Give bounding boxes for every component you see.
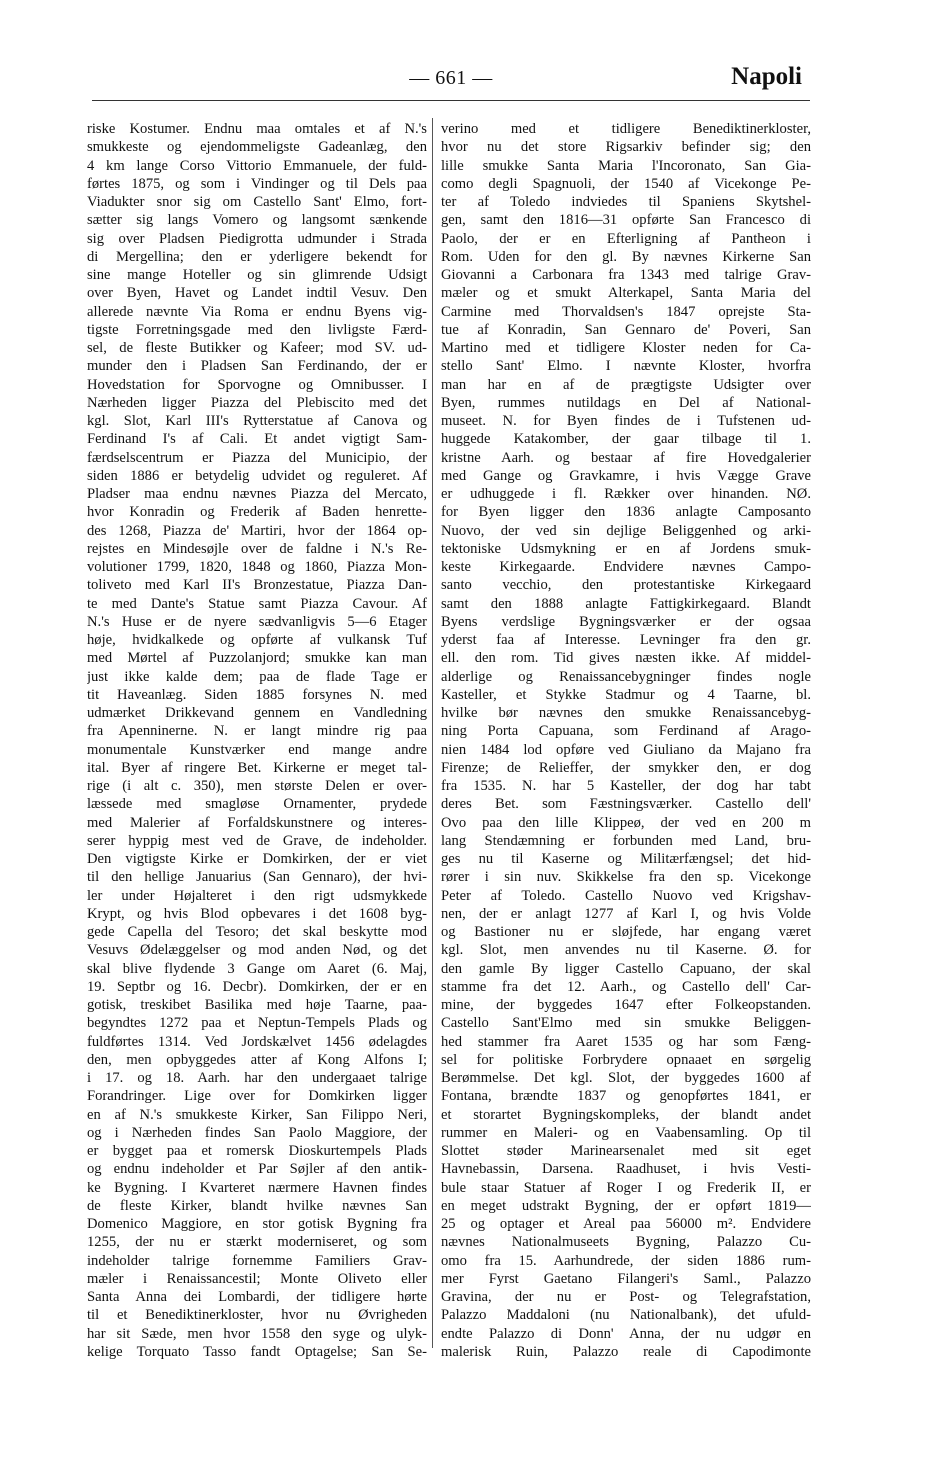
- text-line: Giovanni a Carbonara fra 1343 med talrige Grav-: [441, 267, 811, 283]
- text-line: de fleste Kirker, blandt hvilke nævnes San: [87, 1197, 427, 1214]
- text-line: og endnu indeholder et Par Søjler af den antik-: [87, 1161, 427, 1178]
- text-line: 4 km lange Corso Vittorio Emmanuele, der fuld-: [87, 157, 427, 174]
- text-line: Forandringer. Lige over for Domkirken ligger: [87, 1088, 427, 1105]
- text-line: gede Capella del Tesoro; det skal beskytte mod: [87, 924, 427, 940]
- text-line: stamme fra det 12. Aarh., og Castello dell' Car-: [441, 978, 811, 995]
- text-line: Nærheden ligger Piazza del Plebiscito med det: [87, 394, 427, 411]
- text-line: mer Fyrst Gaetano Filangeri's Saml., Palazzo: [441, 1270, 811, 1287]
- text-line: 25 og optager et Areal paa 56000 m². Endvidere: [441, 1216, 811, 1232]
- text-line: tue af Konradin, San Gennaro de' Poveri, San: [441, 321, 811, 338]
- text-line: volutioner 1799, 1820, 1848 og 1860, Piazza Mon-: [87, 559, 427, 575]
- text-line: munder den i Pladsen San Ferdinando, der er: [87, 358, 427, 375]
- text-line: just ikke kalde dem; paa de flade Tage er: [87, 668, 427, 685]
- text-line: kelige Torquato Tasso fandt Optagelse; San Se-: [87, 1343, 427, 1360]
- text-line: stello Sant' Elmo. I nævnte Kloster, hvorfra: [441, 358, 811, 375]
- text-line: skal blive flydende 3 Gange om Aaret (6. Maj,: [87, 960, 427, 977]
- text-line: er udhuggede i fl. Rækker over hinanden. NØ.: [441, 486, 811, 502]
- text-line: Carmine med Thorvaldsen's 1847 oprejste Sta-: [441, 303, 811, 320]
- text-line: allerede nævnte Via Roma er endnu Byens vig-: [87, 303, 427, 320]
- text-line: Den vigtigste Kirke er Domkirken, der er viet: [87, 851, 427, 867]
- text-line: serer hyppig mest ved de Grave, de indeholder.: [87, 832, 427, 849]
- text-line: kgl. Slot, Karl III's Rytterstatue af Canova og: [87, 413, 427, 429]
- text-line: indeholder talrige fornemme Familiers Grav-: [87, 1252, 427, 1269]
- text-line: riske Kostumer. Endnu maa omtales et af N.'s: [87, 121, 427, 137]
- text-line: begyndtes 1272 paa et Neptun-Tempels Plads og: [87, 1015, 427, 1032]
- text-line: Castello Sant'Elmo med sin smukke Beliggen-: [441, 1015, 811, 1032]
- text-line: ke Bygning. I Kvarteret nærmere Havnen findes: [87, 1179, 427, 1196]
- text-line: med Gange og Gravkamre, i hvis Vægge Grave: [441, 467, 811, 484]
- text-line: sel, de fleste Butikker og Kafeer; mod SV. ud-: [87, 340, 427, 356]
- left-column: [87, 120, 427, 1361]
- text-line: Peter af Toledo. Castello Nuovo ved Krigshav-: [441, 887, 811, 904]
- text-line: rige (i alt c. 350), men største Delen er over-: [87, 778, 427, 794]
- text-line: kgl. Slot, men anvendes nu til Kaserne. Ø. for: [441, 942, 811, 959]
- text-line: hvor Konradin og Frederik af Baden henrette-: [87, 504, 427, 521]
- text-line: 1255, der nu er stærkt moderniseret, og som: [87, 1234, 427, 1251]
- text-line: lang Stendæmning er forbunden med Land, bru-: [441, 832, 811, 849]
- text-line: endte Palazzo di Donn' Anna, der nu udgør en: [441, 1325, 811, 1342]
- text-line: en af N.'s smukkeste Kirker, San Filippo Neri,: [87, 1106, 427, 1123]
- text-line: monumentale Kunstværker end mange andre: [87, 741, 427, 758]
- column-divider: [432, 118, 433, 1348]
- text-line: gotisk, treskibet Basilika med høje Taarne, paa-: [87, 997, 427, 1013]
- text-line: des 1268, Piazza de' Martiri, hvor der 1864 op-: [87, 522, 427, 539]
- text-line: Byens verdslige Bygningsværker er der ogsaa: [441, 613, 811, 630]
- text-line: ell. den rom. Tid gives næsten ikke. Af middel-: [441, 650, 811, 667]
- text-line: udmærket Drikkevand gennem en Vandledning: [87, 705, 427, 721]
- text-line: gen, samt den 1816—31 opførte San Francesco di: [441, 212, 811, 229]
- text-line: Santa Anna dei Lombardi, der tidligere hørte: [87, 1289, 427, 1305]
- text-line: færdselscentrum er Piazza del Municipio, der: [87, 449, 427, 466]
- text-line: mæler i Renaissancestil; Monte Oliveto eller: [87, 1270, 427, 1287]
- text-line: Martino med et tidligere Kloster neden for Ca-: [441, 340, 811, 356]
- text-line: til den hellige Januarius (San Gennaro), der hvi-: [87, 869, 427, 886]
- text-line: Byen, rummes nutildags en Del af National-: [441, 394, 811, 411]
- text-line: i 17. og 18. Aarh. har den undergaaet talrige: [87, 1070, 427, 1086]
- text-line: deres Bet. som Fæstningsværker. Castello dell': [441, 796, 811, 813]
- running-head: Napoli: [731, 63, 802, 90]
- text-line: ter af Toledo indviedes til Spaniens Skytshel-: [441, 194, 811, 210]
- text-line: omo fra 15. Aarhundrede, der siden 1886 rum-: [441, 1252, 811, 1269]
- header-rule: [92, 100, 810, 101]
- text-line: ital. Byer af ringere Bet. Kirkerne er meget tal-: [87, 759, 427, 776]
- text-line: og i Nærheden findes San Paolo Maggiore, der: [87, 1124, 427, 1141]
- text-line: og Bastioner nu er sløjfede, har engang været: [441, 924, 811, 940]
- text-line: tektoniske Udsmykning er en af Jordens smuk-: [441, 540, 811, 557]
- text-line: Krypt, og hvis Blod opbevares i det 1608 byg-: [87, 905, 427, 922]
- text-line: Firenze; de Relieffer, der smykker den, er dog: [441, 759, 811, 776]
- text-line: santo vecchio, den protestantiske Kirkegaard: [441, 577, 811, 594]
- text-line: Palazzo Maddaloni (nu Nationalbank), det ufuld-: [441, 1307, 811, 1324]
- text-line: til et Benediktinerkloster, hvor nu Øvrigheden: [87, 1307, 427, 1324]
- text-line: er bygget paa et romersk Dioskurtempels Plads: [87, 1143, 427, 1159]
- text-line: hvilke bør nævnes den smukke Renaissancebyg-: [441, 705, 811, 721]
- text-line: Kasteller, et Stykke Stadmur og 4 Taarne, bl.: [441, 686, 811, 703]
- text-line: keste Kirkegaarde. Endvidere nævnes Campo-: [441, 559, 811, 575]
- text-line: Berømmelse. Det kgl. Slot, der byggedes 1600 af: [441, 1070, 811, 1086]
- text-line: rører i sin nuv. Skikkelse fra den sp. Vicekonge: [441, 869, 811, 886]
- text-line: Paolo, der er en Efterligning af Pantheon i: [441, 230, 811, 247]
- text-line: rejstes en Mindesøjle over de faldne i N.'s Re-: [87, 540, 427, 557]
- text-line: bule staar Statuer af Roger I og Frederik II, er: [441, 1179, 811, 1196]
- text-line: mine, der byggedes 1647 efter Folkeopstanden.: [441, 997, 811, 1013]
- text-line: toliveto med Karl II's Bronzestatue, Piazza Dan-: [87, 577, 427, 594]
- text-line: ler under Højalteret i den rigt udsmykkede: [87, 887, 427, 904]
- text-line: rummer en Maleri- og en Vaabensamling. Op til: [441, 1124, 811, 1141]
- text-line: man har en af de prægtigste Udsigter over: [441, 376, 811, 393]
- text-line: Viadukter snor sig om Castello Sant' Elmo, fort-: [87, 194, 427, 210]
- text-line: sel for politiske Forbrydere opnaaet en sørgelig: [441, 1051, 811, 1068]
- text-line: nævnes Nationalmuseets Bygning, Palazzo Cu-: [441, 1234, 811, 1251]
- text-line: med Malerier af Forfaldskunstnere og interes-: [87, 814, 427, 831]
- text-line: huggede Katakomber, der gaar tilbage til 1.: [441, 431, 811, 448]
- text-line: sig over Pladsen Piedigrotta udmunder i Strada: [87, 230, 427, 247]
- text-line: Gravina, der nu er Post- og Telegrafstation,: [441, 1289, 811, 1305]
- text-line: kristne Aarh. og bestaar af fire Hovedgalerier: [441, 449, 811, 466]
- text-line: Ferdinand I's af Cali. Et andet vigtigt Sam-: [87, 431, 427, 448]
- page-header: [92, 63, 810, 97]
- text-line: nien 1484 lod opføre ved Giuliano da Majano fra: [441, 741, 811, 758]
- text-line: den, men opbyggedes atter af Kong Alfons I;: [87, 1051, 427, 1068]
- text-line: tit Haveanlæg. Siden 1885 forsynes N. med: [87, 686, 427, 703]
- text-line: mæler og et smukt Alterkapel, Santa Maria del: [441, 285, 811, 302]
- page-number: — 661 —: [409, 67, 493, 89]
- text-line: di Mergellina; den er yderligere bekendt for: [87, 248, 427, 265]
- text-line: N.'s Huse er de nyere sædvanligvis 5—6 Etager: [87, 613, 427, 630]
- text-line: museet. N. for Byen findes de i Tufstenen ud-: [441, 413, 811, 429]
- text-line: fuldførtes 1314. Ved Jordskælvet 1456 ødelagdes: [87, 1033, 427, 1050]
- text-line: Pladser maa endnu nævnes Piazza del Mercato,: [87, 486, 427, 502]
- right-column: [441, 120, 811, 1361]
- text-line: hvor nu det store Rigsarkiv befinder sig; den: [441, 139, 811, 156]
- text-line: samt den 1888 anlagte Fattigkirkegaard. Blandt: [441, 595, 811, 612]
- text-line: førtes 1875, og som i Vindinger og til Dels paa: [87, 175, 427, 192]
- text-line: fra 1535. N. har 5 Kasteller, der dog har tabt: [441, 778, 811, 794]
- text-line: for Byen ligger den 1836 anlagte Camposanto: [441, 504, 811, 521]
- text-line: yderst faa af Interesse. Levninger fra den gr.: [441, 632, 811, 648]
- text-line: Havnebassin, Darsena. Raadhuset, i hvis Vesti-: [441, 1161, 811, 1178]
- text-line: den gamle By ligger Castello Capuano, der skal: [441, 960, 811, 977]
- text-line: Fontana, brændte 1837 og genopførtes 1841, er: [441, 1088, 811, 1105]
- text-line: malerisk Ruin, Palazzo reale di Capodimonte: [441, 1343, 811, 1360]
- text-line: høje, hvidkalkede og opførte af vulkansk Tuf: [87, 632, 427, 648]
- text-line: ges nu til Kaserne og Militærfængsel; det hid-: [441, 851, 811, 867]
- text-line: ning Porta Capuana, som Ferdinand af Arago-: [441, 723, 811, 740]
- text-line: Vesuvs Ødelæggelser og mod anden Nød, og det: [87, 942, 427, 959]
- text-line: Hovedstation for Sporvogne og Omnibusser. I: [87, 376, 427, 393]
- text-line: hed stammer fra Aaret 1535 og har som Fæng-: [441, 1033, 811, 1050]
- text-line: como degli Spagnuoli, der 1540 af Vicekonge Pe-: [441, 175, 811, 192]
- text-line: læssede med smagløse Ornamenter, prydede: [87, 796, 427, 813]
- text-line: alderlige og Renaissancebygninger findes nogle: [441, 668, 811, 685]
- text-line: sine mange Hoteller og sin glimrende Udsigt: [87, 267, 427, 283]
- text-line: tigste Forretningsgade med den livligste Færd-: [87, 321, 427, 338]
- text-line: 19. Septbr og 16. Decbr). Domkirken, der er en: [87, 978, 427, 995]
- text-line: sætter sig langs Vomero og langsomt sænkende: [87, 212, 427, 229]
- text-line: te med Dante's Statue samt Piazza Cavour. Af: [87, 595, 427, 612]
- text-line: Rom. Uden for den gl. By nævnes Kirkerne San: [441, 248, 811, 265]
- text-line: Ovo paa den lille Klippeø, der ved en 200 m: [441, 814, 811, 831]
- text-line: et storartet Bygningskompleks, der blandt andet: [441, 1106, 811, 1123]
- text-line: har sit Sæde, men hvor 1558 den syge og ulyk-: [87, 1325, 427, 1342]
- text-line: med Mørtel af Puzzolanjord; smukke kan man: [87, 650, 427, 667]
- text-line: Domenico Maggiore, en stor gotisk Bygning fra: [87, 1216, 427, 1232]
- text-line: en meget udstrakt Bygning, der er opført 1819—: [441, 1197, 811, 1214]
- text-line: nen, der er anlagt 1277 af Karl I, og hvis Volde: [441, 905, 811, 922]
- text-line: smukkeste og ejendommeligste Gadeanlæg, den: [87, 139, 427, 156]
- text-line: verino med et tidligere Benediktinerkloster,: [441, 121, 811, 137]
- text-line: Slottet støder Marinearsenalet med sit eget: [441, 1143, 811, 1159]
- text-line: fra Apenninerne. N. er langt mindre rig paa: [87, 723, 427, 740]
- text-line: over Byen, Havet og Landet indtil Vesuv. Den: [87, 285, 427, 302]
- text-line: lille smukke Santa Maria l'Incoronato, San Gia-: [441, 157, 811, 174]
- text-line: siden 1886 er betydelig udvidet og reguleret. Af: [87, 467, 427, 484]
- text-line: Nuovo, der ved sin dejlige Beliggenhed og arki-: [441, 522, 811, 539]
